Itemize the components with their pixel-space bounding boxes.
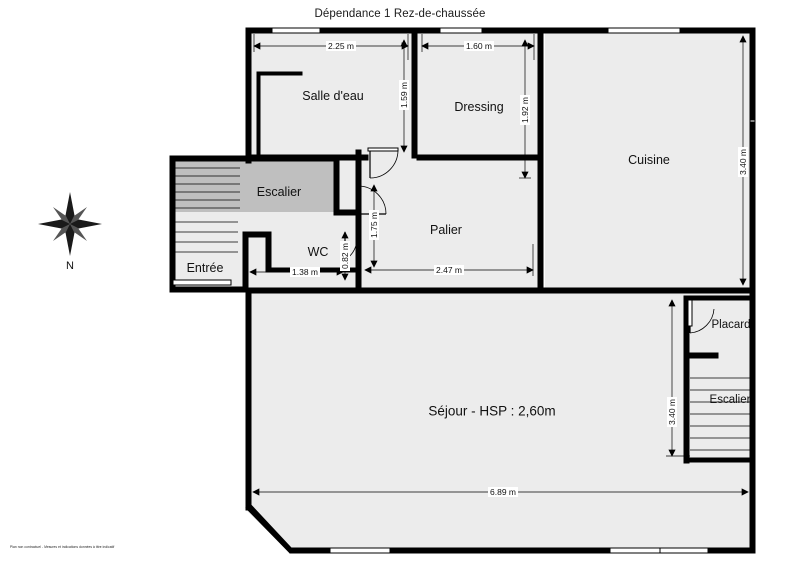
- dimension-palier-width: 2.47 m: [436, 265, 462, 275]
- dimension-wc-left-width: 1.38 m: [292, 267, 318, 277]
- room-label-escalier-2: Escalier: [709, 394, 751, 406]
- dimension-salle-eau-height: 1.59 m: [399, 82, 409, 108]
- room-label-wc: WC: [307, 245, 329, 259]
- disclaimer-text: Plan non contractuel - Mesures et indications données à titre indicatif: [10, 545, 115, 549]
- room-label-cuisine: Cuisine: [628, 153, 670, 167]
- compass-rose: [38, 192, 102, 256]
- page-title: Dépendance 1 Rez-de-chaussée: [314, 8, 486, 20]
- dimension-salle-eau-width: 2.25 m: [328, 41, 354, 51]
- dimension-wc-width: 0.82 m: [340, 243, 350, 269]
- room-label-sejour: Séjour - HSP : 2,60m: [428, 403, 556, 419]
- dimension-palier-height: 1.75 m: [369, 212, 379, 238]
- room-label-salle-deau: Salle d'eau: [302, 89, 364, 103]
- dimension-cuisine-height: 3.40 m: [738, 149, 748, 175]
- dimension-sejour-width: 6.89 m: [490, 487, 516, 497]
- room-label-dressing: Dressing: [454, 100, 504, 114]
- dimension-escalier2-height: 3.40 m: [667, 399, 677, 425]
- dimension-dressing-height: 1.92 m: [520, 97, 530, 123]
- room-label-entree: Entrée: [186, 261, 224, 275]
- room-label-escalier: Escalier: [256, 185, 302, 199]
- room-label-palier: Palier: [430, 223, 462, 237]
- compass-label-south: N: [66, 260, 74, 272]
- dimension-dressing-width: 1.60 m: [466, 41, 492, 51]
- room-label-placard: Placard: [711, 319, 751, 331]
